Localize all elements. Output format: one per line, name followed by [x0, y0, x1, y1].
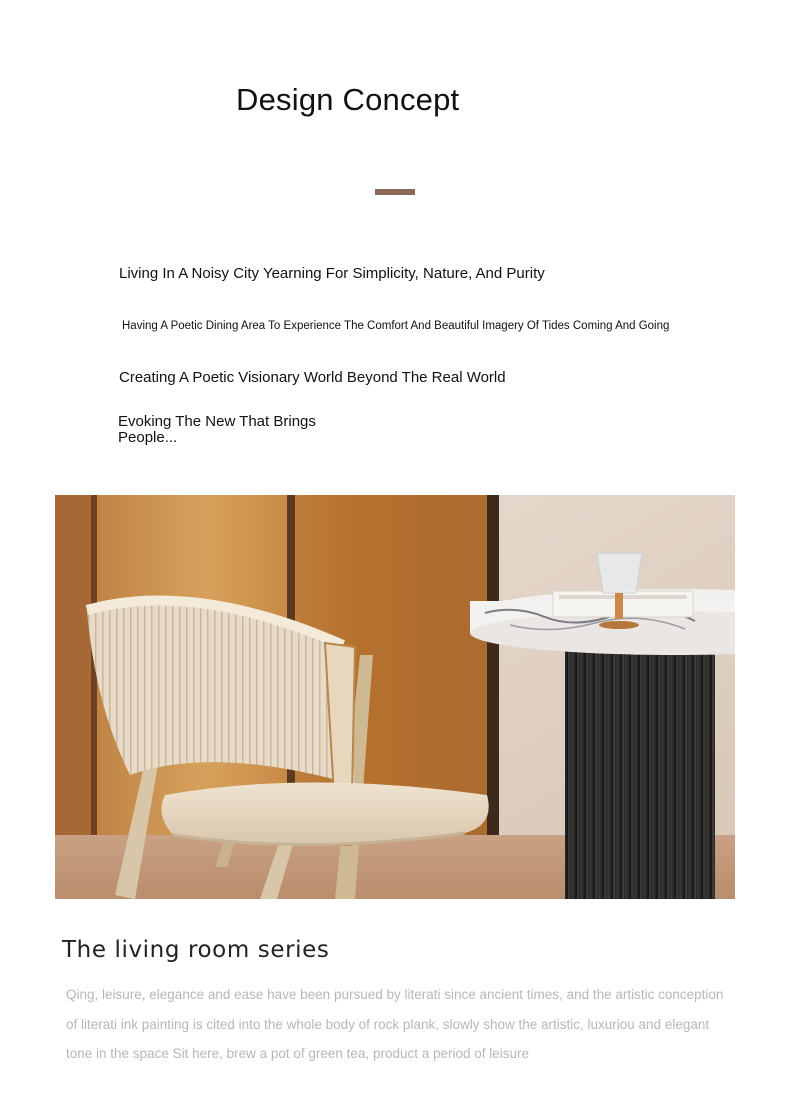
concept-line-1: Living In A Noisy City Yearning For Simplicity, Nature, And Purity [119, 265, 545, 282]
product-photo [55, 495, 735, 899]
series-description: Qing, leisure, elegance and ease have been pursued by literati since ancient times, and the artistic conception of literati ink painting is cited into the whole body of rock plank, slowly show the artistic, luxuriou and elegant tone in the space Sit here, brew a pot of green tea, product a period of leisure [66, 987, 724, 1061]
concept-line-3: Creating A Poetic Visionary World Beyond The Real World [119, 369, 506, 386]
concept-line-4: Evoking The New That Brings People... [118, 413, 316, 446]
concept-line-2: Having A Poetic Dining Area To Experience The Comfort And Beautiful Imagery Of Tides Coming And Going [122, 320, 670, 332]
series-title: The living room series [62, 937, 330, 963]
chair-table-illustration [55, 495, 735, 899]
title-divider [375, 189, 415, 195]
page-title: Design Concept [236, 82, 460, 117]
